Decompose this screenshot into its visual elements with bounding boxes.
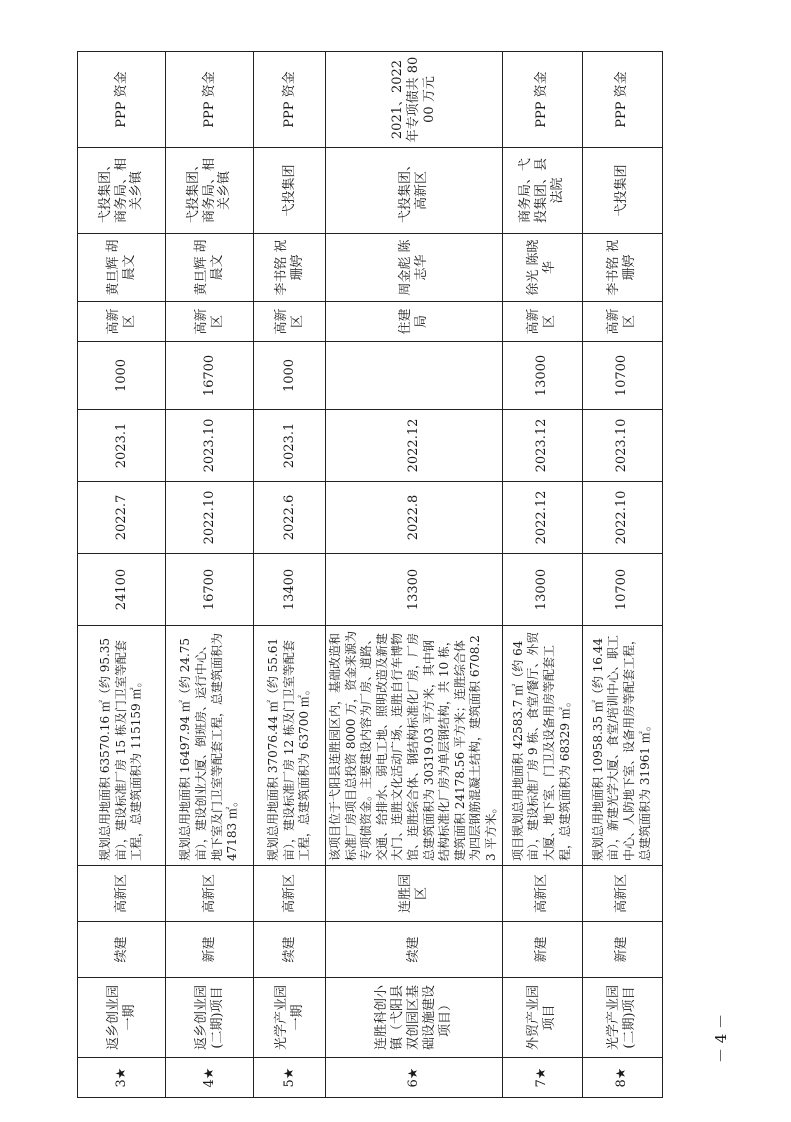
cell-no: 3★ — [78, 1058, 166, 1098]
cell-type: 新建 — [166, 922, 254, 978]
cell-name: 返乡创业园一期 — [78, 978, 166, 1058]
cell-type: 新建 — [502, 922, 582, 978]
cell-year: 16700 — [166, 342, 254, 410]
cell-invest: 13400 — [254, 554, 326, 626]
cell-no: 8★ — [582, 1058, 662, 1098]
cell-loc: 连胜园区 — [326, 866, 503, 922]
cell-leader: 黄旦辉 胡晨文 — [78, 234, 166, 302]
cell-start: 2022.10 — [582, 482, 662, 554]
cell-type: 续建 — [78, 922, 166, 978]
cell-leader: 李书铭 祝珊婷 — [582, 234, 662, 302]
cell-no: 4★ — [166, 1058, 254, 1098]
cell-year: 1000 — [254, 342, 326, 410]
cell-end: 2022.12 — [326, 410, 503, 482]
cell-invest: 24100 — [78, 554, 166, 626]
cell-invest: 16700 — [166, 554, 254, 626]
cell-invest: 13300 — [326, 554, 503, 626]
cell-end: 2023.10 — [582, 410, 662, 482]
cell-year: 13000 — [502, 342, 582, 410]
cell-name: 连胜科创小镇（弋阳县双创园区基础设施建设项目） — [326, 978, 503, 1058]
cell-fund: PPP 资金 — [582, 52, 662, 148]
cell-fund: PPP 资金 — [254, 52, 326, 148]
cell-resp: 弋投集团 — [254, 148, 326, 234]
table-row — [78, 52, 166, 1098]
cell-unit: 高新区 — [78, 302, 166, 342]
cell-loc: 高新区 — [582, 866, 662, 922]
cell-resp: 商务局、弋投集团、县法院 — [502, 148, 582, 234]
cell-resp: 弋投集团、商务局、相关乡镇 — [166, 148, 254, 234]
cell-desc: 该项目位于弋阳县连胜园区内，基础改造和标准厂房项目总投资 8000 万，资金来源为专项债资金。主要建设内容为厂房、道路、交通、给排水、弱电工地、照明改造及新建大门、连胜文化活动广场、连胜自行车博物馆、连胜综合体、钢结构标准化厂房，厂房总建筑面积为 30319.03 平方米，其中钢结构标准化厂房为单层钢结构，共 10 栋，建筑面积 24178.56 平方米；连胜综合体为四层钢筋混凝土结构，建筑面积 6708.23 平方米。 — [326, 626, 503, 866]
cell-type: 续建 — [254, 922, 326, 978]
rotated-table-container — [77, 52, 652, 1098]
cell-no: 6★ — [326, 1058, 503, 1098]
cell-desc: 规划总用地面积 16497.94 ㎡（约 24.75 亩），建设创业大厦、倒班房、运行中心、地下室及门卫室等配套工程，总建筑面积为 47183 ㎡。 — [166, 626, 254, 866]
cell-resp: 弋投集团 — [582, 148, 662, 234]
cell-desc: 规划总用地面积 37076.44 ㎡（约 55.61 亩），建设标准厂房 12 栋及门卫室等配套工程，总建筑面积为 63700 ㎡。 — [254, 626, 326, 866]
cell-fund: PPP 资金 — [166, 52, 254, 148]
cell-desc: 规划总用地面积 10958.35 ㎡（约 16.44 亩），新建光学大厦、食堂/培训中心、职工中心、人防地下室、设备用房等配套工程，总建筑面积为 31961 ㎡。 — [582, 626, 662, 866]
cell-start: 2022.12 — [502, 482, 582, 554]
cell-loc: 高新区 — [166, 866, 254, 922]
cell-year — [326, 342, 503, 410]
cell-unit: 高新区 — [582, 302, 662, 342]
cell-type: 续建 — [326, 922, 503, 978]
cell-no: 7★ — [502, 1058, 582, 1098]
table-row — [502, 52, 582, 1098]
cell-no: 5★ — [254, 1058, 326, 1098]
cell-start: 2022.10 — [166, 482, 254, 554]
table-row — [254, 52, 326, 1098]
cell-unit: 住建局 — [326, 302, 503, 342]
cell-invest: 13000 — [502, 554, 582, 626]
cell-fund: 2021、2022 年专项债共 8000 万元 — [326, 52, 503, 148]
cell-invest: 10700 — [582, 554, 662, 626]
table-row — [582, 52, 662, 1098]
table-row — [166, 52, 254, 1098]
cell-name: 光学产业园一期 — [254, 978, 326, 1058]
cell-leader: 徐光 陈晓华 — [502, 234, 582, 302]
cell-leader: 周金彪 陈志华 — [326, 234, 503, 302]
cell-fund: PPP 资金 — [502, 52, 582, 148]
cell-start: 2022.8 — [326, 482, 503, 554]
cell-end: 2023.1 — [78, 410, 166, 482]
cell-end: 2023.1 — [254, 410, 326, 482]
cell-resp: 弋投集团、商务局、相关乡镇 — [78, 148, 166, 234]
table-row — [326, 52, 503, 1098]
cell-type: 新建 — [582, 922, 662, 978]
cell-year: 10700 — [582, 342, 662, 410]
cell-start: 2022.7 — [78, 482, 166, 554]
cell-fund: PPP 资金 — [78, 52, 166, 148]
cell-desc: 规划总用地面积 63570.16 ㎡（约 95.35 亩），建设标准厂房 15 栋及门卫室等配套工程，总建筑面积为 115159 ㎡。 — [78, 626, 166, 866]
cell-unit: 高新区 — [166, 302, 254, 342]
cell-loc: 高新区 — [502, 866, 582, 922]
page-number: － 4 － — [712, 1013, 730, 1063]
cell-leader: 黄旦辉 胡晨文 — [166, 234, 254, 302]
cell-unit: 高新区 — [502, 302, 582, 342]
cell-loc: 高新区 — [78, 866, 166, 922]
cell-end: 2023.12 — [502, 410, 582, 482]
cell-leader: 李书铭 祝珊婷 — [254, 234, 326, 302]
project-table — [77, 51, 663, 1098]
cell-name: 外贸产业园项目 — [502, 978, 582, 1058]
cell-name: 返乡创业园(二期)项目 — [166, 978, 254, 1058]
cell-start: 2022.6 — [254, 482, 326, 554]
cell-year: 1000 — [78, 342, 166, 410]
cell-resp: 弋投集团、高新区 — [326, 148, 503, 234]
cell-end: 2023.10 — [166, 410, 254, 482]
cell-name: 光学产业园(二期)项目 — [582, 978, 662, 1058]
cell-unit: 高新区 — [254, 302, 326, 342]
cell-loc: 高新区 — [254, 866, 326, 922]
cell-desc: 项目规划总用地面积 42583.7 ㎡（约 64 亩），建设标准厂房 9 栋、食堂/餐厅、外贸大厦、地下室、门卫及设备用房等配套工程，总建筑面积为 68329 ㎡。 — [502, 626, 582, 866]
